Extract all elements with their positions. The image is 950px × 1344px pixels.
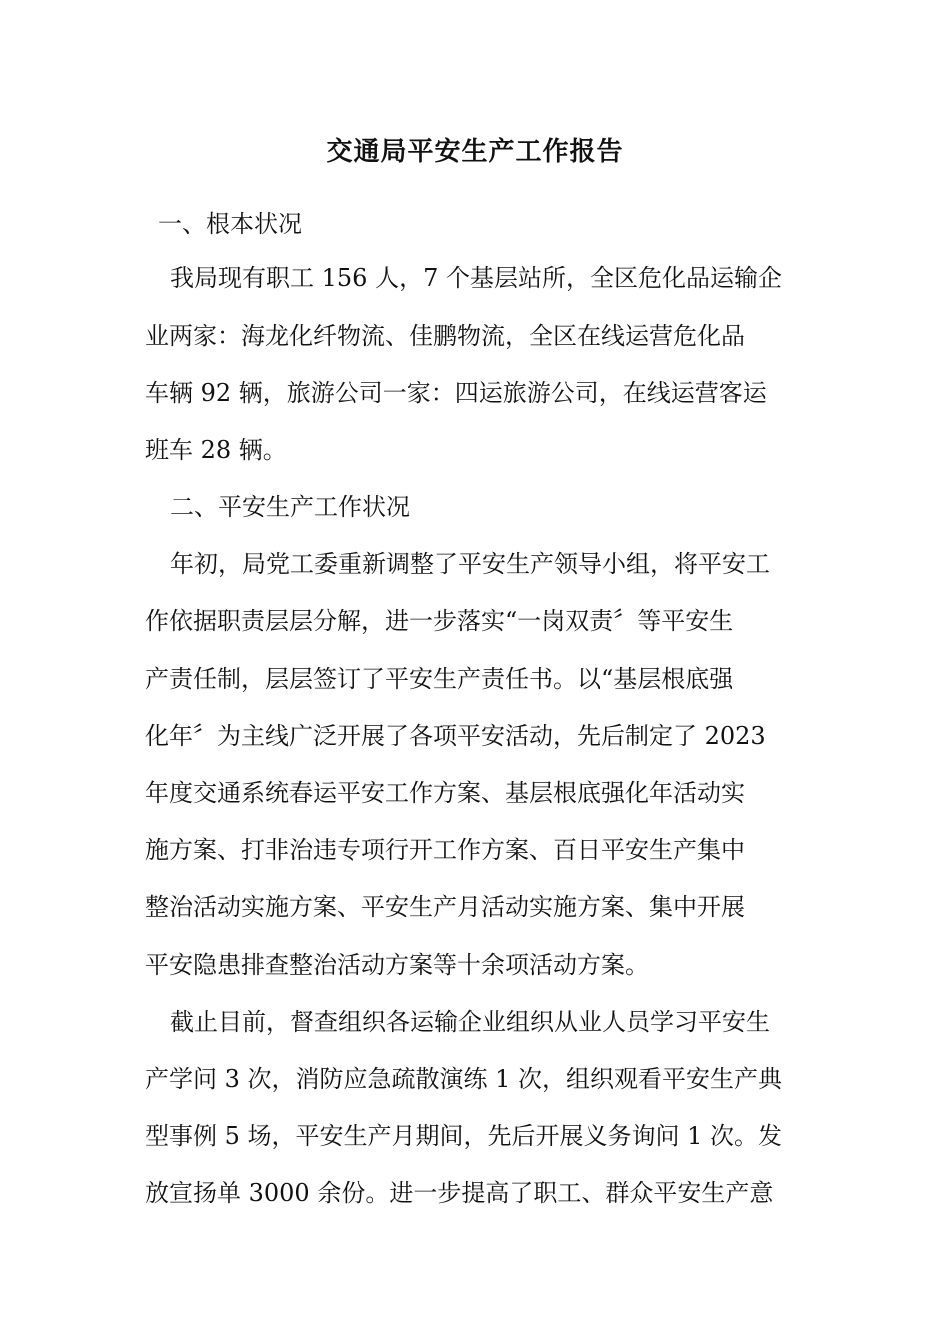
section-2-p2-line-3: 型事例 5 场，平安生产月期间，先后开展义务询问 1 次。发: [145, 1122, 783, 1150]
section-2-p1-line-7: 整治活动实施方案、平安生产月活动实施方案、集中开展: [145, 893, 745, 921]
section-2-p1-line-6: 施方案、打非治违专项行开工作方案、百日平安生产集中: [145, 836, 745, 864]
section-1-heading: 一、根本状况: [158, 210, 302, 238]
section-1-line-2: 业两家：海龙化纤物流、佳鹏物流，全区在线运营危化品: [145, 322, 745, 350]
section-2-p2-line-2: 产学问 3 次，消防应急疏散演练 1 次，组织观看平安生产典: [145, 1065, 783, 1093]
section-2-p1-line-4: 化年〞为主线广泛开展了各项平安活动，先后制定了 2023: [145, 722, 766, 750]
document-title: 交通局平安生产工作报告: [326, 137, 624, 167]
section-2-heading: 二、平安生产工作状况: [170, 493, 410, 521]
section-2-p1-line-1: 年初，局党工委重新调整了平安生产领导小组，将平安工: [170, 550, 770, 578]
section-2-p1-line-2: 作依据职责层层分解，进一步落实“一岗双责〞等平安生: [145, 607, 734, 635]
section-1-line-1: 我局现有职工 156 人，7 个基层站所，全区危化品运输企: [170, 264, 782, 292]
section-2-p1-line-5: 年度交通系统春运平安工作方案、基层根底强化年活动实: [145, 779, 745, 807]
section-2-p1-line-8: 平安隐患排查整治活动方案等十余项活动方案。: [145, 951, 649, 979]
section-2-p2-line-4: 放宣扬单 3000 余份。进一步提高了职工、群众平安生产意: [145, 1179, 774, 1207]
section-1-line-4: 班车 28 辆。: [145, 436, 287, 464]
section-2-p2-line-1: 截止目前，督查组织各运输企业组织从业人员学习平安生: [170, 1008, 770, 1036]
section-2-p1-line-3: 产责任制，层层签订了平安生产责任书。以“基层根底强: [145, 665, 734, 693]
section-1-line-3: 车辆 92 辆，旅游公司一家：四运旅游公司，在线运营客运: [145, 379, 767, 407]
